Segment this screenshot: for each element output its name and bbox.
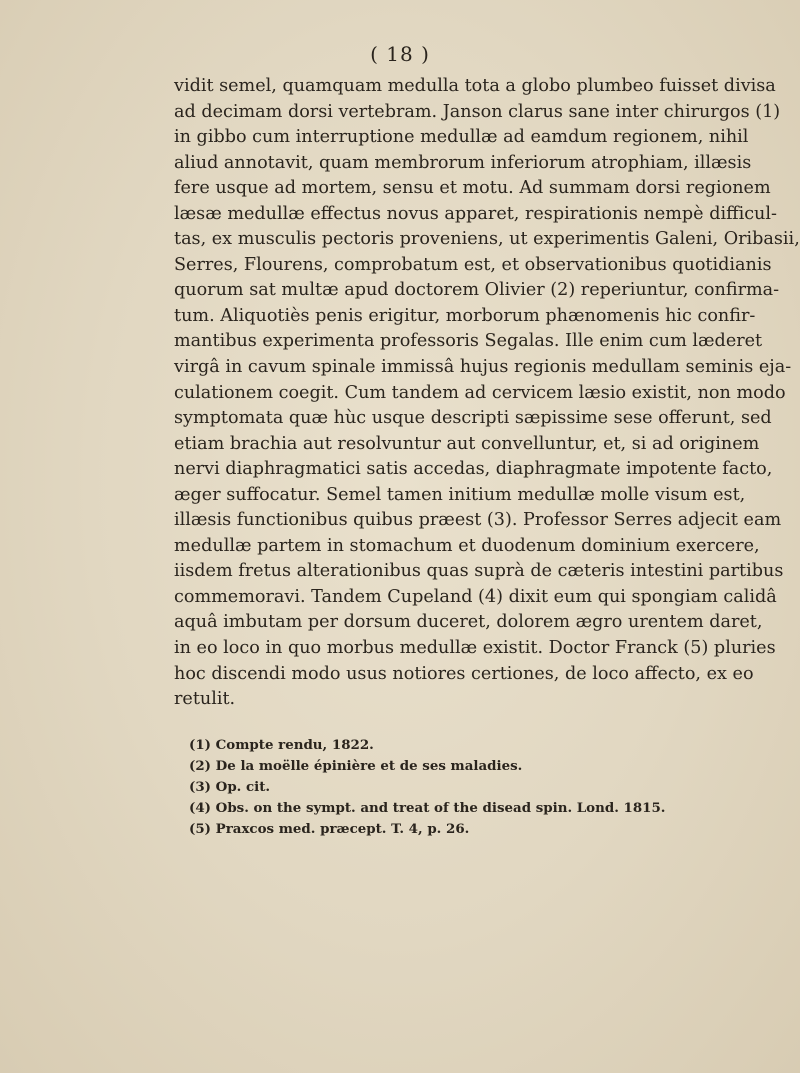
body-line: retulit.: [174, 689, 236, 710]
body-line: etiam brachia aut resolvuntur aut convelluntur, et, si ad originem: [174, 433, 760, 454]
body-line: tas, ex musculis pectoris proveniens, ut experimentis Galeni, Oribasii,: [174, 229, 800, 250]
body-line: fere usque ad mortem, sensu et motu. Ad summam dorsi regionem: [174, 178, 771, 199]
body-line: medullæ partem in stomachum et duodenum dominium exercere,: [174, 535, 760, 556]
body-line: virgâ in cavum spinale immissâ hujus regionis medullam seminis eja-: [174, 357, 792, 378]
page-number: ( 18 ): [370, 42, 430, 66]
footnote: (1) Compte rendu, 1822.: [189, 737, 374, 753]
body-line: symptomata quæ hùc usque descripti sæpissime sese offerunt, sed: [174, 408, 772, 429]
body-line: aliud annotavit, quam membrorum inferiorum atrophiam, illæsis: [174, 152, 752, 173]
footnote: (3) Op. cit.: [189, 779, 271, 795]
body-line: tum. Aliquotiès penis erigitur, morborum phænomenis hic confir-: [174, 305, 756, 326]
body-line: in gibbo cum interruptione medullæ ad eamdum regionem, nihil: [174, 127, 749, 148]
body-line: quorum sat multæ apud doctorem Olivier (2) reperiuntur, confirma-: [174, 280, 780, 301]
body-line: illæsis functionibus quibus præest (3). Professor Serres adjecit eam: [174, 510, 782, 531]
body-line: læsæ medullæ effectus novus apparet, respirationis nempè difficul-: [174, 203, 777, 224]
body-line: hoc discendi modo usus notiores certiones, de loco affecto, ex eo: [174, 663, 754, 684]
footnote: (5) Praxcos med. præcept. T. 4, p. 26.: [189, 821, 470, 837]
body-line: aquâ imbutam per dorsum duceret, dolorem ægro urentem daret,: [174, 612, 763, 633]
body-line: vidit semel, quamquam medulla tota a globo plumbeo fuisset divisa: [174, 76, 776, 96]
footnote: (2) De la moëlle épinière et de ses maladies.: [189, 758, 523, 774]
body-line: culationem coegit. Cum tandem ad cervicem læsio existit, non modo: [174, 382, 786, 403]
body-line: nervi diaphragmatici satis accedas, diaphragmate impotente facto,: [174, 459, 773, 480]
body-line: mantibus experimenta professoris Segalas. Ille enim cum læderet: [174, 331, 763, 352]
body-line: ad decimam dorsi vertebram. Janson clarus sane inter chirurgos (1): [174, 101, 781, 122]
footnotes: [189, 735, 665, 840]
body-text: [174, 74, 800, 713]
body-line: commemoravi. Tandem Cupeland (4) dixit eum qui spongiam calidâ: [174, 586, 777, 607]
body-line: Serres, Flourens, comprobatum est, et observationibus quotidianis: [174, 254, 772, 275]
body-line: æger suffocatur. Semel tamen initium medullæ molle visum est,: [174, 484, 746, 505]
footnote: (4) Obs. on the sympt. and treat of the disead spin. Lond. 1815.: [189, 800, 666, 816]
body-line: iisdem fretus alterationibus quas suprà de cæteris intestini partibus: [174, 561, 784, 582]
body-line: in eo loco in quo morbus medullæ existit. Doctor Franck (5) pluries: [174, 638, 776, 659]
